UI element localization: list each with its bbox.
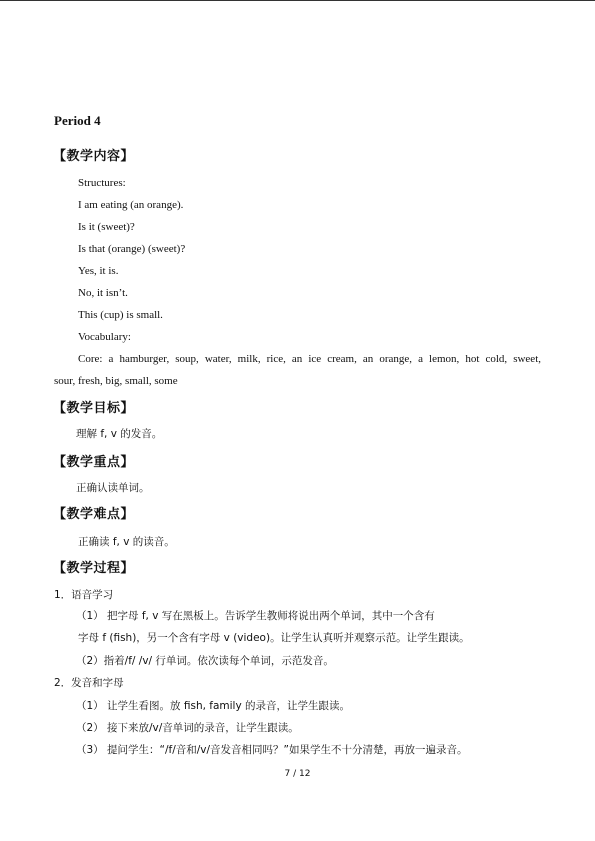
process-step2-line: （1） 让学生看图。放 fish, family 的录音，让学生跟读。 bbox=[76, 700, 351, 712]
content-line: Vocabulary: bbox=[78, 331, 131, 343]
process-step1-line: （2）指着/f/ /v/ 行单词。依次读每个单词，示范发音。 bbox=[76, 655, 334, 667]
page-top-rule bbox=[0, 0, 595, 1]
heading-key-points: 【教学重点】 bbox=[53, 455, 135, 470]
objective-text: 理解 f, v 的发音。 bbox=[76, 428, 163, 440]
process-step2-title: 2．发音和字母 bbox=[54, 677, 124, 689]
process-step1-title: 1．语音学习 bbox=[54, 589, 114, 601]
heading-difficulties: 【教学难点】 bbox=[53, 507, 135, 522]
heading-objectives: 【教学目标】 bbox=[53, 401, 135, 416]
content-line: Yes, it is. bbox=[78, 265, 119, 277]
process-step1-line: 字母 f (fish)，另一个含有字母 v (video)。让学生认真听并观察示范。让学生跟读。 bbox=[78, 632, 470, 644]
process-step1-line: （1） 把字母 f, v 写在黑板上。告诉学生教师将说出两个单词，其中一个含有 bbox=[76, 610, 435, 622]
content-line: No, it isn’t. bbox=[78, 287, 128, 299]
heading-process: 【教学过程】 bbox=[53, 561, 135, 576]
key-point-text: 正确认读单词。 bbox=[76, 482, 150, 494]
content-line: I am eating (an orange). bbox=[78, 199, 184, 211]
content-line: Is that (orange) (sweet)? bbox=[78, 243, 186, 255]
heading-content: 【教学内容】 bbox=[53, 149, 135, 164]
content-line: Is it (sweet)? bbox=[78, 221, 135, 233]
process-step2-line: （2） 接下来放/v/音单词的录音，让学生跟读。 bbox=[76, 722, 299, 734]
difficulty-text: 正确读 f, v 的读音。 bbox=[78, 536, 175, 548]
content-line: This (cup) is small. bbox=[78, 309, 163, 321]
content-line: Structures: bbox=[78, 177, 126, 189]
period-title: Period 4 bbox=[54, 113, 101, 128]
page-number: 7 / 12 bbox=[284, 769, 311, 779]
content-line-core-vocab: Core: a hamburger, soup, water, milk, rice, an ice cream, an orange, a lemon, hot cold, sweet, bbox=[78, 353, 541, 365]
process-step2-line: （3） 提问学生：“/f/音和/v/音发音相同吗？”如果学生不十分清楚，再放一遍录音。 bbox=[76, 744, 468, 756]
content-line-core-vocab-cont: sour, fresh, big, small, some bbox=[54, 375, 178, 387]
